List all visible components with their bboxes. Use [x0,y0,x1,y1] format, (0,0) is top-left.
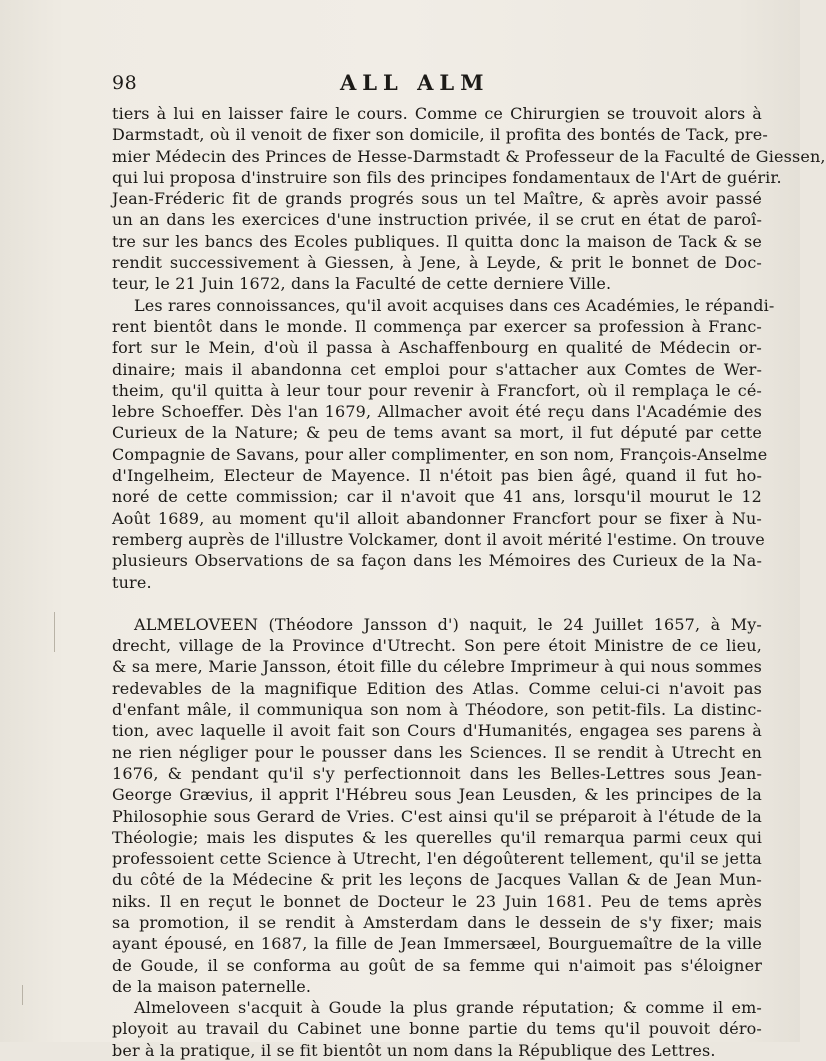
body-text [112,103,826,1061]
text-line: noré de cette commission; car il n'avoit que 41 ans, lorsqu'il mourut le 12 [112,487,762,507]
text-line: tion, avec laquelle il avoit fait son Cours d'Humanités, engagea ses parens à [112,721,762,741]
text-line: Les rares connoissances, qu'il avoit acquises dans ces Académies, le répandi- [134,295,775,315]
text-line: ayant épousé, en 1687, la fille de Jean Immersæel, Bourguemaître de la ville [112,934,762,954]
text-line: drecht, village de la Province d'Utrecht. Son pere étoit Ministre de ce lieu, [112,636,762,656]
text-line: du côté de la Médecine & prit les leçons de Jacques Vallan & de Jean Mun- [112,870,762,890]
text-line: rent bientôt dans le monde. Il commença par exercer sa profession à Franc- [112,316,762,336]
text-line: Philosophie sous Gerard de Vries. C'est ainsi qu'il se préparoit à l'étude de la [112,806,762,826]
text-line: professoient cette Science à Utrecht, l'en dégoûterent tellement, qu'il se jetta [112,849,762,869]
text-line: Almeloveen s'acquit à Goude la plus grande réputation; & comme il em- [134,998,762,1018]
page-header [0,70,800,100]
text-line: Curieux de la Nature; & peu de tems avant sa mort, il fut député par cette [112,423,762,443]
text-line: sa promotion, il se rendit à Amsterdam dans le dessein de s'y fixer; mais [112,912,762,932]
text-line: de la maison paternelle. [112,976,312,996]
text-line: Jean-Fréderic fit de grands progrés sous un tel Maître, & après avoir passé [112,189,762,209]
text-line: tiers à lui en laisser faire le cours. Comme ce Chirurgien se trouvoit alors à [112,104,762,123]
text-line: mier Médecin des Princes de Hesse-Darmstadt & Professeur de la Faculté de Giessen, [112,146,826,166]
text-line: qui lui proposa d'instruire son fils des principes fondamentaux de l'Art de guérir. [112,167,782,187]
text-line: d'Ingelheim, Electeur de Mayence. Il n'étoit pas bien âgé, quand il fut ho- [112,466,762,486]
section-gap [112,593,762,614]
text-line: tre sur les bancs des Ecoles publiques. Il quitta donc la maison de Tack & se [112,231,762,251]
text-line: redevables de la magnifique Edition des Atlas. Comme celui-ci n'avoit pas [112,678,762,698]
text-line: ALMELOVEEN (Théodore Jansson d') naquit, le 24 Juillet 1657, à My- [134,614,762,634]
text-line: plusieurs Observations de sa façon dans les Mémoires des Curieux de la Na- [112,551,762,571]
text-line: ber à la pratique, il se fit bientôt un nom dans la République des Lettres. [112,1040,716,1060]
text-line: niks. Il en reçut le bonnet de Docteur le 23 Juin 1681. Peu de tems après [112,891,762,911]
margin-mark [54,612,55,652]
text-line: dinaire; mais il abandonna cet emploi pour s'attacher aux Comtes de Wer- [112,359,762,379]
text-line: teur, le 21 Juin 1672, dans la Faculté de cette derniere Ville. [112,274,612,294]
running-head: ALL ALM [340,70,490,95]
text-line: remberg auprès de l'illustre Volckamer, dont il avoit mérité l'estime. On trouve [112,529,765,549]
text-line: & sa mere, Marie Jansson, étoit fille du célebre Imprimeur à qui nous sommes [112,657,762,677]
text-line: ployoit au travail du Cabinet une bonne partie du tems qu'il pouvoit déro- [112,1019,762,1039]
text-line: Compagnie de Savans, pour aller complimenter, en son nom, François-Anselme [112,444,768,464]
text-line: Darmstadt, où il venoit de fixer son domicile, il profita des bontés de Tack, pre- [112,125,768,145]
text-line: rendit successivement à Giessen, à Jene, à Leyde, & prit le bonnet de Doc- [112,253,762,273]
text-line: ture. [112,572,152,592]
text-line: lebre Schoeffer. Dès l'an 1679, Allmacher avoit été reçu dans l'Académie des [112,402,762,422]
text-line: theim, qu'il quitta à leur tour pour revenir à Francfort, où il remplaça le cé- [112,380,762,400]
text-line: d'enfant mâle, il communiqua son nom à Théodore, son petit-fils. La distinc- [112,700,762,720]
text-line: ne rien négliger pour le pousser dans les Sciences. Il se rendit à Utrecht en [112,742,762,762]
text-line: Août 1689, au moment qu'il alloit abandonner Francfort pour se fixer à Nu- [112,508,762,528]
margin-mark [22,985,23,1005]
page-number: 98 [112,72,138,94]
text-line: Théologie; mais les disputes & les querelles qu'il remarqua parmi ceux qui [112,827,762,847]
text-line: fort sur le Mein, d'où il passa à Aschaffenbourg en qualité de Médecin or- [112,338,762,358]
text-line: de Goude, il se conforma au goût de sa femme qui n'aimoit pas s'éloigner [112,955,762,975]
text-line: un an dans les exercices d'une instruction privée, il se crut en état de paroî- [112,210,762,230]
text-line: 1676, & pendant qu'il s'y perfectionnoit dans les Belles-Lettres sous Jean- [112,763,762,783]
text-line: George Grævius, il apprit l'Hébreu sous Jean Leusden, & les principes de la [112,785,762,805]
